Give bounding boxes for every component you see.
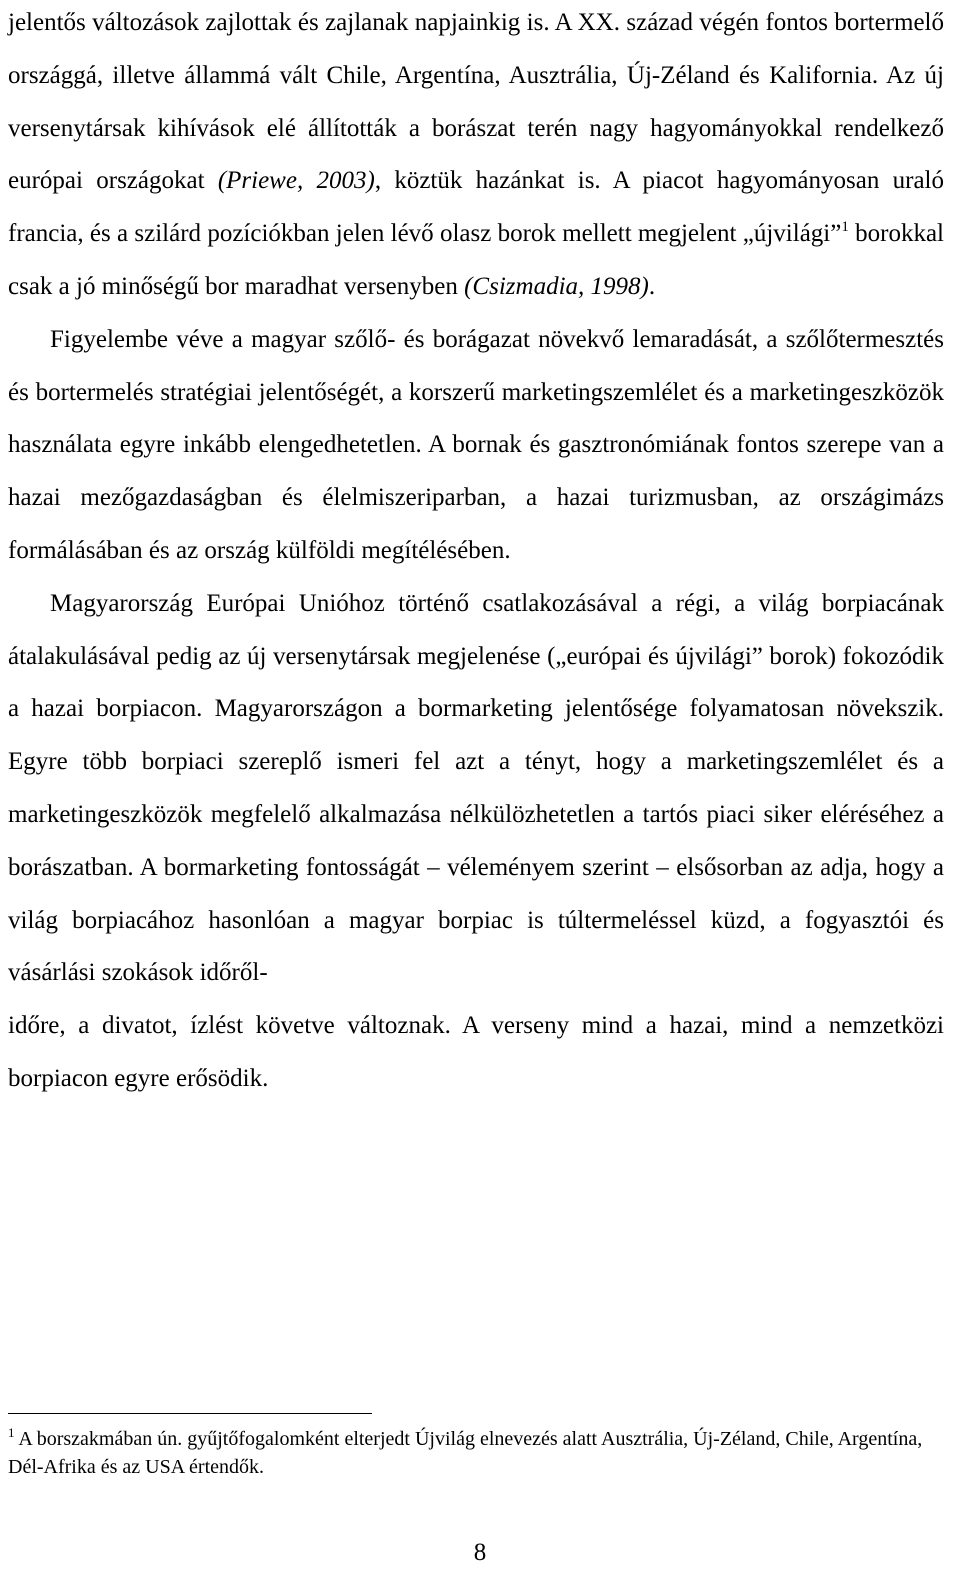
paragraph-1-text-a: jelentős változások zajlottak és zajlanak napjainkig is. A XX. század végén fontos bortermelő országgá, illetve állammá vált Chile, Argentína, Ausztrália, Új-Zéland és Kalifornia. Az új versenytársak kihívások elé állították a borászat terén nagy hagyományokkal rendelkező európai országokat	[8, 9, 944, 195]
footnote-reference: 1	[841, 219, 849, 236]
paragraph-1	[8, 0, 944, 314]
footnote	[8, 1425, 944, 1481]
paragraph-3: Magyarország Európai Unióhoz történő csatlakozásával a régi, a világ borpiacának átalakulásával pedig az új versenytársak megjelenése („európai és újvilági” borok) fokozódik a hazai borpiacon. Magyarországon a bormarketing jelentősége folyamatosan növekszik. Egyre több borpiaci szereplő ismeri fel azt a tényt, hogy a marketingszemlélet és a marketingeszközök megfelelő alkalmazása nélkülözhetetlen a tartós piaci siker eléréséhez a borászatban. A bormarketing fontosságát – véleményem szerint – elsősorban az adja, hogy a világ borpiacához hasonlóan a magyar borpiac is túltermeléssel küzd, a fogyasztói és vásárlási szokások időről-	[8, 589, 944, 987]
footnote-text: A borszakmában ún. gyűjtőfogalomként elterjedt Újvilág elnevezés alatt Ausztrália, Új-Zéland, Chile, Argentína, Dél-Afrika és az USA értendők.	[8, 1428, 923, 1478]
paragraph-1-text-c: borokkal csak a jó minőségű bor maradhat versenyben	[8, 220, 944, 300]
paragraph-1-text-d: .	[648, 272, 656, 300]
paragraph-1-text-b: , köztük hazánkat is. A piacot hagyományosan uraló francia, és a szilárd pozíciókban jelen lévő olasz borok mellett megjelent „újvilági”	[8, 167, 944, 248]
citation-priewe: (Priewe, 2003)	[217, 167, 375, 195]
citation-csizmadia: (Csizmadia, 1998)	[464, 272, 649, 300]
footnote-separator	[8, 1413, 372, 1414]
page-number: 8	[473, 1539, 487, 1566]
paragraph-3-continuation: időre, a divatot, ízlést követve változnak. A verseny mind a hazai, mind a nemzetközi borpiacon egyre erősödik.	[8, 1012, 944, 1092]
paragraph-2: Figyelembe véve a magyar szőlő- és borágazat növekvő lemaradását, a szőlőtermesztés és bortermelés stratégiai jelentőségét, a korszerű marketingszemlélet és a marketingeszközök használata egyre inkább elengedhetetlen. A bornak és gasztronómiának fontos szerepe van a hazai mezőgazdaságban és élelmiszeriparban, a hazai turizmusban, az országimázs formálásában és az ország külföldi megítélésében.	[8, 325, 944, 564]
page-body	[8, 0, 944, 1106]
footnote-number: 1	[8, 1425, 15, 1440]
